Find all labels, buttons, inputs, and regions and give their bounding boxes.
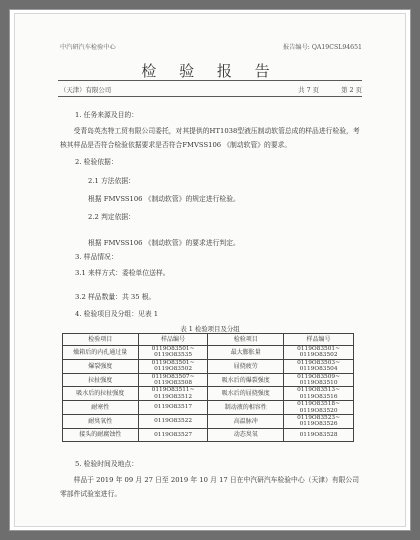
header-rule-bottom	[58, 96, 362, 97]
sample-number-cell: 0119O83527	[138, 428, 208, 441]
sample-number-cell: 0119O83511~ 0119O83512	[138, 387, 208, 401]
test-item-cell: 吸水后的拉扯强度	[63, 387, 139, 401]
section-3-1: 3.1 来样方式：委检单位送样。	[75, 269, 170, 277]
section-2-2-body: 根据 FMVSS106 《制动软管》的要求进行判定。	[88, 239, 240, 247]
header-rule-top	[58, 80, 362, 81]
section-2-heading: 2. 检验依据：	[75, 158, 118, 166]
test-item-cell: 最大膨胀量	[208, 346, 284, 360]
test-item-cell: 爆裂强度	[63, 359, 139, 373]
test-item-cell: 屈挠疲劳	[208, 359, 284, 373]
test-item-cell: 吸水后的爆裂强度	[208, 373, 284, 387]
table-row	[63, 428, 354, 441]
section-5-heading: 5. 检验时间及地点：	[75, 460, 139, 468]
table-caption: 表 1 检验项目及分组	[180, 325, 240, 333]
sample-number-cell: 0119O83518~ 0119O83520	[284, 401, 354, 415]
sample-number-cell: 0119O83523~ 0119O83526	[284, 415, 354, 429]
test-items-table	[62, 333, 354, 442]
section-2-2-heading: 2.2 判定依据：	[88, 213, 135, 221]
sample-number-cell: 0119O83509~ 0119O83510	[284, 373, 354, 387]
test-item-cell: 吸水后的屈挠强度	[208, 387, 284, 401]
report-header	[60, 42, 362, 51]
test-item-cell: 接头的耐腐蚀性	[63, 428, 139, 441]
test-item-cell: 高温脉冲	[208, 415, 284, 429]
table-row	[63, 346, 354, 360]
sample-number-cell: 0119O83507~ 0119O83508	[138, 373, 208, 387]
section-3-2: 3.2 样品数量：共 35 根。	[75, 293, 156, 301]
section-1-body: 受青岛英杰特工贸有限公司委托，对其提供的HT1038型液压制动软管总成的样品进行检验，考核其样品是否符合检验依据要求是否符合FMVSS106 《制动软管》的要求。	[60, 127, 360, 149]
organization-name: 中汽研汽车检验中心	[60, 44, 116, 51]
section-3-heading: 3. 样品情况：	[75, 253, 118, 261]
report-number: 报告编号: QA19CSL94651	[283, 44, 362, 51]
sample-number-cell: 0119O83517	[138, 401, 208, 415]
test-item-cell: 动态臭氧	[208, 428, 284, 441]
table-row	[63, 415, 354, 429]
test-item-cell: 制动液的相容性	[208, 401, 284, 415]
table-row	[63, 401, 354, 415]
table-row	[63, 359, 354, 373]
client-line: （天津）有限公司	[60, 86, 112, 94]
sample-number-cell: 0119O83522	[138, 415, 208, 429]
table-row	[63, 387, 354, 401]
section-2-1-body: 根据 FMVSS106 《制动软管》的规定进行检验。	[88, 195, 240, 203]
table-header-cell: 检验项目	[208, 334, 284, 346]
table-header-cell: 检验项目	[63, 334, 139, 346]
table-header-cell: 样品编号	[284, 334, 354, 346]
section-2-1-heading: 2.1 方法依据：	[88, 177, 135, 185]
page-current: 第 2 页	[341, 86, 362, 94]
section-4-heading: 4. 检验项目及分组：见表 1	[75, 310, 159, 318]
sample-number-cell: 0119O83501~ 0119O83502	[284, 346, 354, 360]
sample-number-cell: 0119O83528	[284, 428, 354, 441]
table-body	[63, 346, 354, 442]
sample-number-cell: 0119O83501~ 0119O83502	[138, 359, 208, 373]
document-title: 检 验 报 告	[141, 62, 279, 80]
section-5-body: 样品于 2019 年 09 月 27 日至 2019 年 10 月 17 日在中汽研汽车检验中心（天津）有限公司零部件试验室进行。	[60, 476, 360, 498]
page-total: 共 7 页	[298, 86, 320, 94]
section-1-heading: 1. 任务来源及目的：	[75, 111, 139, 119]
table-header-row	[63, 334, 354, 346]
sample-number-cell: 0119O83501~ 0119O83535	[138, 346, 208, 360]
test-item-cell: 耐寒性	[63, 401, 139, 415]
test-item-cell: 拉扯强度	[63, 373, 139, 387]
test-item-cell: 燥箱后的内孔通过量	[63, 346, 139, 360]
table-row	[63, 373, 354, 387]
sample-number-cell: 0119O83513~ 0119O83516	[284, 387, 354, 401]
table-header-cell: 样品编号	[138, 334, 208, 346]
test-item-cell: 耐臭氧性	[63, 415, 139, 429]
client-row	[60, 85, 362, 94]
sample-number-cell: 0119O83503~ 0119O83504	[284, 359, 354, 373]
